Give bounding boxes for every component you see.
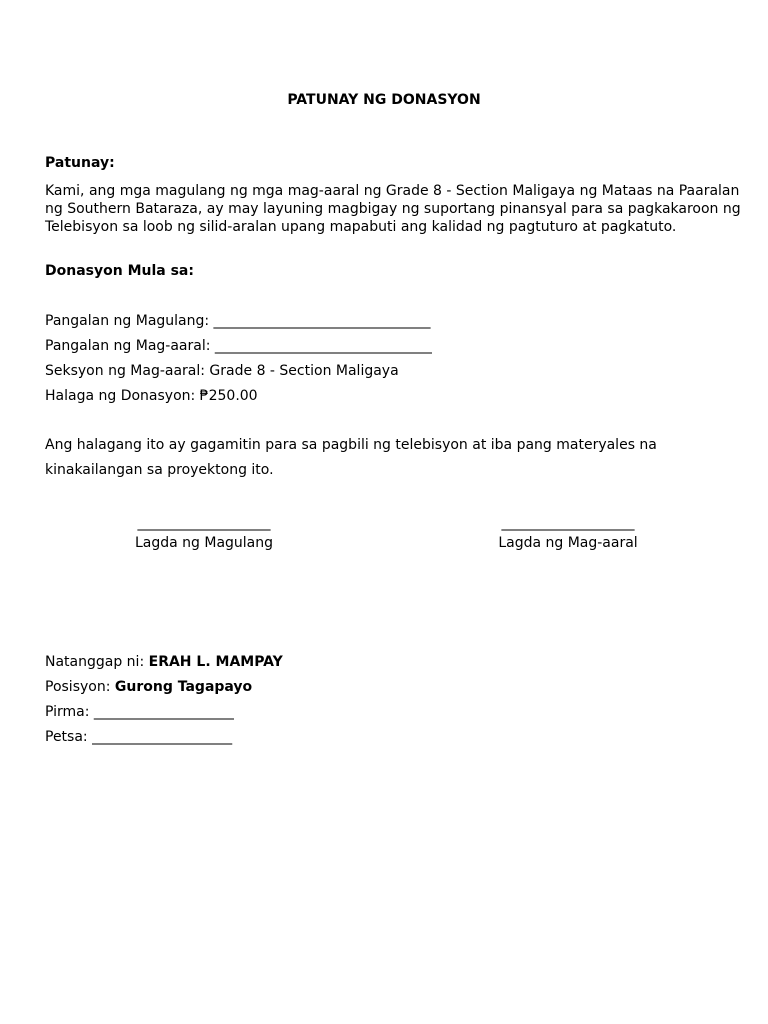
student-signature-line: ___________________: [501, 515, 635, 531]
received-by-name: ERAH L. MAMPAY: [148, 654, 283, 670]
pirma-field: Pirma: ____________________: [45, 704, 234, 720]
patunay-paragraph-line: ng Southern Bataraza, ay may layuning magbigay ng suportang pinansyal para sa pagkakaroon ng: [45, 201, 741, 217]
student-signature-label: Lagda ng Mag-aaral: [498, 535, 638, 551]
patunay-paragraph-line: Telebisyon sa loob ng silid-aralan upang mapabuti ang kalidad ng pagtuturo at pagkatuto.: [45, 219, 677, 235]
patunay-heading: Patunay:: [45, 155, 115, 171]
parent-signature-line: ___________________: [137, 515, 271, 531]
parent-signature-label: Lagda ng Magulang: [134, 535, 274, 551]
parent-signature-block: [104, 514, 304, 552]
section-field: Seksyon ng Mag-aaral: Grade 8 - Section Maligaya: [45, 363, 399, 379]
position: [45, 678, 252, 696]
document-title: PATUNAY NG DONASYON: [287, 92, 481, 108]
purpose-line: Ang halagang ito ay gagamitin para sa pagbili ng telebisyon at iba pang materyales na: [45, 437, 657, 453]
patunay-paragraph-line: Kami, ang mga magulang ng mga mag-aaral ng Grade 8 - Section Maligaya ng Mataas na Paaralan: [45, 183, 740, 199]
purpose-line: kinakailangan sa proyektong ito.: [45, 462, 274, 478]
donation-amount-field: Halaga ng Donasyon: ₱250.00: [45, 388, 258, 404]
position-value: Gurong Tagapayo: [114, 679, 253, 695]
parent-name-field: Pangalan ng Magulang: _______________________________: [45, 313, 431, 329]
donasyon-heading: Donasyon Mula sa:: [45, 263, 194, 279]
student-signature-block: [468, 514, 668, 552]
petsa-field: Petsa: ____________________: [45, 729, 233, 745]
received-by: [45, 653, 283, 671]
position-label: Posisyon:: [45, 679, 115, 695]
student-name-field: Pangalan ng Mag-aaral: _______________________________: [45, 338, 432, 354]
received-by-label: Natanggap ni:: [45, 654, 149, 670]
